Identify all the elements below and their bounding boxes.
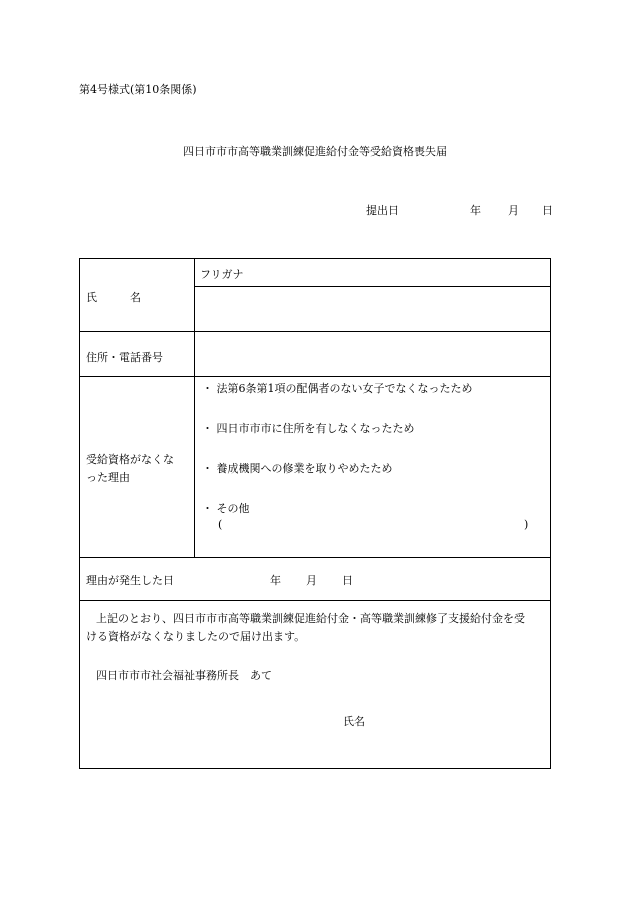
name-field[interactable] (200, 291, 540, 325)
furigana-divider (194, 286, 550, 287)
declaration-line2: ける資格がなくなりましたので届け出ます。 (86, 630, 306, 643)
declaration-line1: 上記のとおり、四日市市市高等職業訓練促進給付金・高等職業訓練修了支援給付金を受 (96, 612, 525, 625)
reason-option-moved[interactable]: ・ 四日市市市に住所を有しなくなったため (202, 422, 415, 435)
occurrence-date-label: 理由が発生した日 (86, 574, 174, 587)
addressee: 四日市市市社会福祉事務所長 あて (96, 669, 272, 682)
reason-label-line2: った理由 (86, 471, 130, 484)
row-divider-name (80, 331, 550, 332)
submission-day-label: 日 (542, 204, 553, 217)
submission-year-label: 年 (470, 204, 481, 217)
reason-option-other[interactable]: ・ その他 (202, 502, 250, 515)
occurrence-month-label: 月 (306, 574, 317, 587)
row-divider-reason (80, 557, 550, 558)
reason-label-line1: 受給資格がなくな (86, 453, 174, 466)
form-number: 第4号様式(第10条関係) (79, 83, 197, 96)
column-divider (194, 259, 195, 557)
document-title: 四日市市市高等職業訓練促進給付金等受給資格喪失届 (183, 145, 447, 158)
occurrence-day-label: 日 (342, 574, 353, 587)
reason-option-withdrew[interactable]: ・ 養成機関への修業を取りやめたため (202, 462, 393, 475)
other-paren-close: ) (524, 518, 529, 531)
submission-date-label: 提出日 (366, 204, 399, 217)
row-divider-address (80, 376, 550, 377)
reason-option-remarried[interactable]: ・ 法第6条第1項の配偶者のない女子でなくなったため (202, 382, 473, 395)
occurrence-year-label: 年 (270, 574, 281, 587)
form-table (79, 258, 551, 769)
name-label: 氏 名 (86, 291, 141, 304)
furigana-label: フリガナ (200, 268, 244, 281)
address-phone-label: 住所・電話番号 (86, 351, 163, 364)
address-phone-field[interactable] (200, 337, 540, 371)
other-paren-open: ( (218, 518, 223, 531)
submission-month-label: 月 (508, 204, 519, 217)
signature-label: 氏名 (343, 715, 365, 728)
row-divider-occurrence (80, 600, 550, 601)
